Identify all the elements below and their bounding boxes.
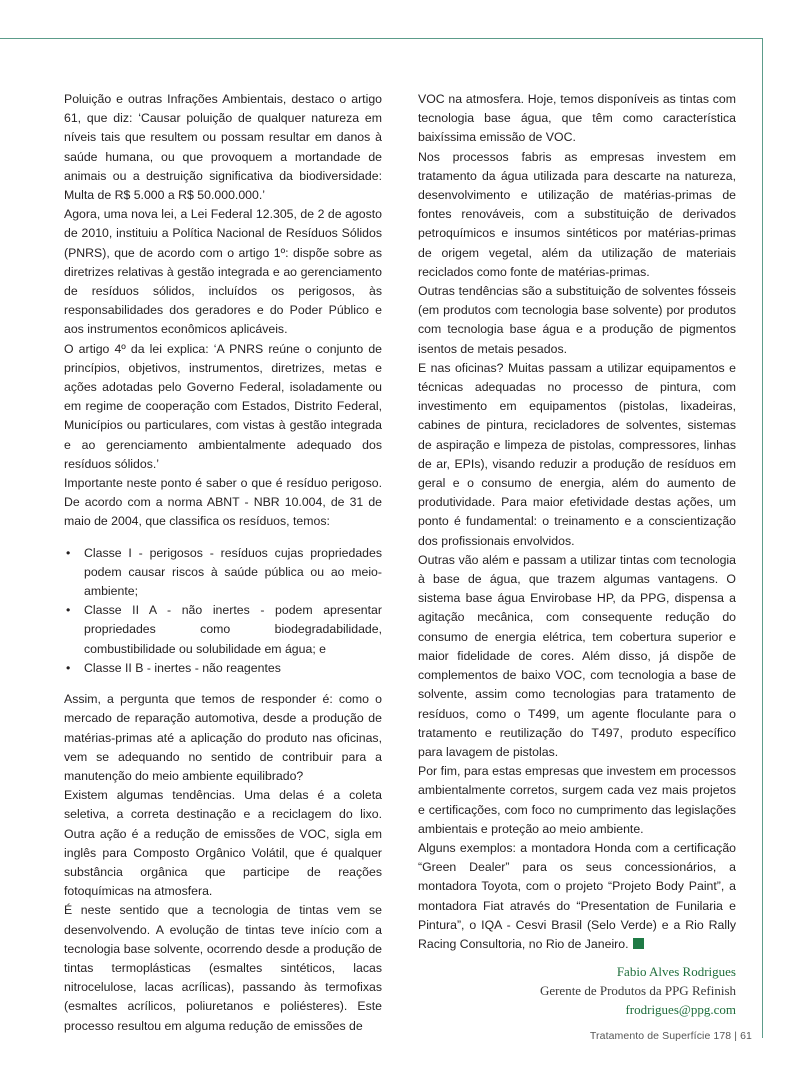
left-paragraph-5: Assim, a pergunta que temos de responder é: como o mercado de reparação automotiva, desde a produção de matérias-primas até a aplicação do produto nas oficinas, vem se adequando no sentido de contribuir para a manutenção do meio ambiente equilibrado? xyxy=(64,692,382,783)
page-footer: Tratamento de Superfície 178 | 61 xyxy=(589,1030,752,1042)
right-border-line xyxy=(762,38,763,1038)
author-signature xyxy=(418,962,736,1019)
right-paragraph-7 xyxy=(418,839,736,954)
list-item xyxy=(64,601,382,659)
left-paragraph-1: Poluição e outras Infrações Ambientais, destaco o artigo 61, que diz: ‘Causar poluição de qualquer natureza em níveis tais que resultem ou possam resultar em danos à saúde humana, ou que provoquem a mortandade de animais ou a destruição significativa da biodiversidade: Multa de R$ 5.000 a R$ 50.000.000.’ xyxy=(64,92,382,203)
bullet-icon: • xyxy=(66,603,71,618)
end-of-article-square-icon xyxy=(633,938,644,949)
list-item-text: Classe I - perigosos - resíduos cujas propriedades podem causar riscos à saúde pública ou ao meio-ambiente; xyxy=(84,545,382,599)
top-border-line xyxy=(0,38,762,39)
left-paragraph-2: Agora, uma nova lei, a Lei Federal 12.305, de 2 de agosto de 2010, instituiu a Política Nacional de Resíduos Sólidos (PNRS), que de acordo com o artigo 1º: dispõe sobre as diretrizes relativas à gestão integrada e ao gerenciamento de resíduos sólidos, incluídos os perigosos, às responsabilidades dos geradores e do Poder Público e aos instrumentos econômicos aplicáveis. xyxy=(64,207,382,337)
left-paragraph-3: O artigo 4º da lei explica: ‘A PNRS reúne o conjunto de princípios, objetivos, instrumentos, diretrizes, metas e ações adotadas pelo Governo Federal, isoladamente ou em regime de cooperação com Estados, Distrito Federal, Municípios ou particulares, com vistas à gestão integrada e ao gerenciamento ambientalmente adequado dos resíduos sólidos.’ xyxy=(64,341,382,471)
bullet-icon: • xyxy=(66,660,71,675)
bullet-icon: • xyxy=(66,545,71,560)
list-item xyxy=(64,659,382,678)
right-paragraph-7-text: Alguns exemplos: a montadora Honda com a certificação “Green Dealer” para os seus concessionários, a montadora Toyota, com o projeto “Projeto Body Paint”, a montadora Fiat através do “Presentation de Funilaria e Pintura”, o IQA - Cesvi Brasil (Selo Verde) e a Rio Rally Racing Consultoria, no Rio de Janeiro. xyxy=(418,840,736,951)
author-email: frodrigues@ppg.com xyxy=(625,1002,736,1017)
right-paragraph-5: Outras vão além e passam a utilizar tintas com tecnologia à base de água, que trazem algumas vantagens. O sistema base água Envirobase HP, da PPG, dispensa a agitação mecânica, com consequente redução do consumo de energia elétrica, tem cobertura superior e maior fidelidade de cores. Além disso, já dispõe de complementos de baixo VOC, com tecnologia a base de solvente, assim como tecnologias para tratamento de resíduos, como o T499, um agente floculante para o tratamento e reutilização do T497, produto específico para lavagem de pistolas. xyxy=(418,552,736,759)
left-paragraph-6: Existem algumas tendências. Uma delas é a coleta seletiva, a correta destinação e a reciclagem do lixo. Outra ação é a redução de emissões de VOC, sigla em inglês para Composto Orgânico Volátil, que é qualquer substância orgânica que participe de reações fotoquímicas na atmosfera. xyxy=(64,788,382,899)
left-paragraph-4: Importante neste ponto é saber o que é resíduo perigoso. De acordo com a norma ABNT - NBR 10.004, de 31 de maio de 2004, que classifica os resíduos, temos: xyxy=(64,476,382,529)
list-item xyxy=(64,544,382,602)
right-paragraph-3: Outras tendências são a substituição de solventes fósseis (em produtos com tecnologia base solvente) por produtos com tecnologia base água e a produção de pigmentos isentos de metais pesados. xyxy=(418,284,736,356)
author-name: Fabio Alves Rodrigues xyxy=(616,964,736,979)
left-paragraph-7: É neste sentido que a tecnologia de tintas vem se desenvolvendo. A evolução de tintas teve início com a tecnologia base solvente, ocorrendo desde a produção de tintas termoplásticas (esmaltes sintéticos, lacas nitrocelulose, lacas acrílicas), passando às termofixas (esmaltes acrílicos, poliuretanos e poliésteres). Este processo resultou em alguma redução de emissões de xyxy=(64,903,382,1033)
right-column xyxy=(418,90,736,954)
right-paragraph-6: Por fim, para estas empresas que investem em processos ambientalmente corretos, surgem cada vez mais projetos e certificações, com foco no cumprimento das legislações ambientais e proteção ao meio ambiente. xyxy=(418,764,736,836)
right-paragraph-4: E nas oficinas? Muitas passam a utilizar equipamentos e técnicas adequadas no processo de pintura, com investimento em equipamentos (pistolas, lixadeiras, cabines de pintura, recicladores de solventes, sistemas de aspiração e limpeza de pistolas, compressores, linhas de ar, EPIs), visando reduzir a produção de resíduos em geral e o consumo de energia, além do aumento de produtividade. Para maior efetividade destas ações, um ponto é fundamental: o treinamento e a conscientização dos profissionais envolvidos. xyxy=(418,360,736,548)
list-item-text: Classe II B - inertes - não reagentes xyxy=(84,660,281,675)
left-column xyxy=(64,90,382,1036)
author-role: Gerente de Produtos da PPG Refinish xyxy=(539,983,736,998)
list-item-text: Classe II A - não inertes - podem apresentar propriedades como biodegradabilidade, combustibilidade ou solubilidade em água; e xyxy=(84,603,382,656)
right-paragraph-1: VOC na atmosfera. Hoje, temos disponíveis as tintas com tecnologia base água, que têm como característica baixíssima emissão de VOC. xyxy=(418,92,736,145)
waste-class-list xyxy=(64,544,382,678)
right-paragraph-2: Nos processos fabris as empresas investem em tratamento da água utilizada para descarte na natureza, desenvolvimento e utilização de matérias-primas de fontes renováveis, com a substituição de derivados petroquímicos e insumos sintéticos por matérias-primas de origem vegetal, além da utilização de materiais reciclados como fonte de matérias-primas. xyxy=(418,149,736,279)
